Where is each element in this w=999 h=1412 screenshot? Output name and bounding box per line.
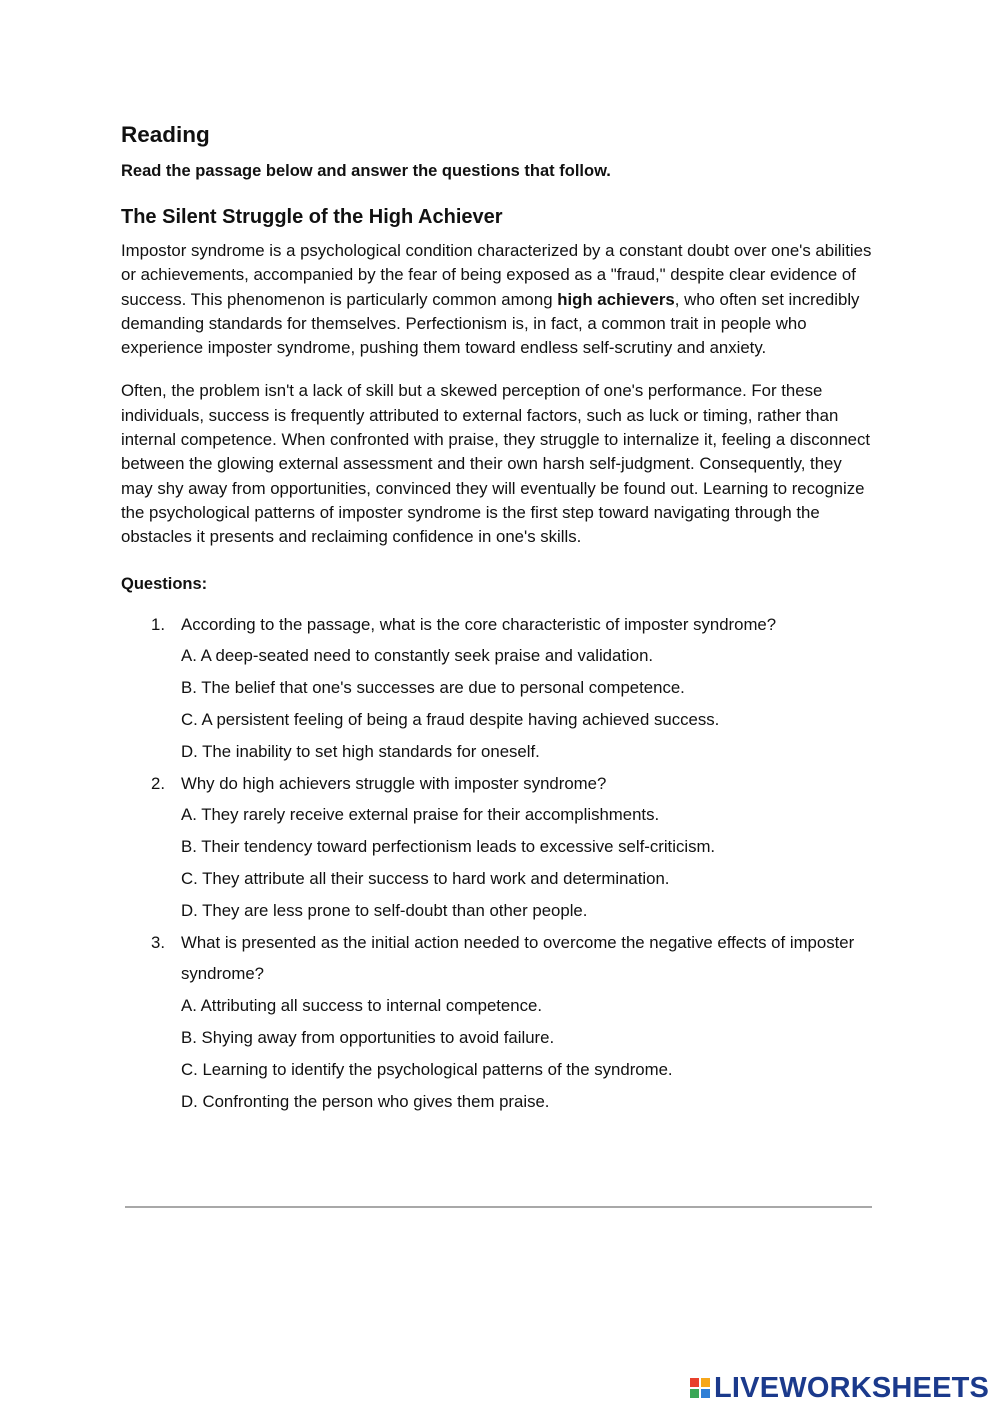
logo-text: LIVEWORKSHEETS <box>714 1372 990 1404</box>
question-text: Why do high achievers struggle with imposter syndrome? <box>181 773 607 793</box>
passage-paragraph-1: Impostor syndrome is a psychological condition characterized by a constant doubt over one's abilities or achievements, accompanied by the fear of being exposed as a "fraud," despite clear evidence of success. This phenomenon is particularly common among high achievers, who often set incredibly demanding standards for themselves. Perfectionism is, in fact, a common trait in people who experience imposter syndrome, pushing them toward endless self-scrutiny and anxiety. <box>121 241 872 358</box>
question-text: What is presented as the initial action needed to overcome the negative effects of imposter syndrome? <box>181 932 855 984</box>
option-d[interactable]: D. Confronting the person who gives them praise. <box>181 1091 550 1111</box>
logo-mark-cell <box>701 1378 710 1387</box>
question-1 <box>121 609 873 768</box>
question-number: 3. <box>151 932 165 952</box>
question-2 <box>121 768 873 927</box>
option-c[interactable]: C. Learning to identify the psychological patterns of the syndrome. <box>181 1059 673 1079</box>
logo-mark-cell <box>701 1389 710 1398</box>
option-list <box>181 799 873 926</box>
option-list <box>181 990 873 1117</box>
logo-mark-cell <box>690 1378 699 1387</box>
option-list <box>181 640 873 767</box>
option-a[interactable]: A. Attributing all success to internal competence. <box>181 996 542 1016</box>
logo-mark-cell <box>690 1389 699 1398</box>
option-c[interactable]: C. They attribute all their success to hard work and determination. <box>181 868 670 888</box>
option-a[interactable]: A. They rarely receive external praise for their accomplishments. <box>181 805 660 825</box>
question-text: According to the passage, what is the core characteristic of imposter syndrome? <box>181 614 777 634</box>
option-d[interactable]: D. The inability to set high standards for oneself. <box>181 741 540 761</box>
section-title: Reading <box>121 122 210 147</box>
question-list <box>121 609 873 1118</box>
emphasis-high-achievers: high achievers <box>557 289 675 309</box>
question-3 <box>121 927 873 1118</box>
liveworksheets-logo <box>690 1372 989 1404</box>
logo-mark-icon <box>690 1378 710 1398</box>
passage-title: The Silent Struggle of the High Achiever <box>121 206 503 228</box>
worksheet-page <box>121 120 873 1117</box>
divider-line <box>125 1206 872 1208</box>
option-b[interactable]: B. Their tendency toward perfectionism leads to excessive self-criticism. <box>181 837 716 857</box>
instructions: Read the passage below and answer the questions that follow. <box>121 162 611 180</box>
option-a[interactable]: A. A deep-seated need to constantly seek praise and validation. <box>181 646 654 666</box>
passage-paragraph-2: Often, the problem isn't a lack of skill but a skewed perception of one's performance. For these individuals, success is frequently attributed to external factors, such as luck or timing, rather than internal competence. When confronted with praise, they struggle to internalize it, feeling a disconnect between the glowing external assessment and their own harsh self-judgment. Consequently, they may shy away from opportunities, convinced they will eventually be found out. Learning to recognize the psychological patterns of imposter syndrome is the first step toward navigating through the obstacles it presents and reclaiming confidence in one's skills. <box>121 381 871 547</box>
option-b[interactable]: B. Shying away from opportunities to avoid failure. <box>181 1027 555 1047</box>
option-d[interactable]: D. They are less prone to self-doubt than other people. <box>181 900 588 920</box>
option-b[interactable]: B. The belief that one's successes are due to personal competence. <box>181 678 685 698</box>
questions-label: Questions: <box>121 574 208 593</box>
question-number: 1. <box>151 614 165 634</box>
option-c[interactable]: C. A persistent feeling of being a fraud despite having achieved success. <box>181 709 720 729</box>
question-number: 2. <box>151 773 165 793</box>
